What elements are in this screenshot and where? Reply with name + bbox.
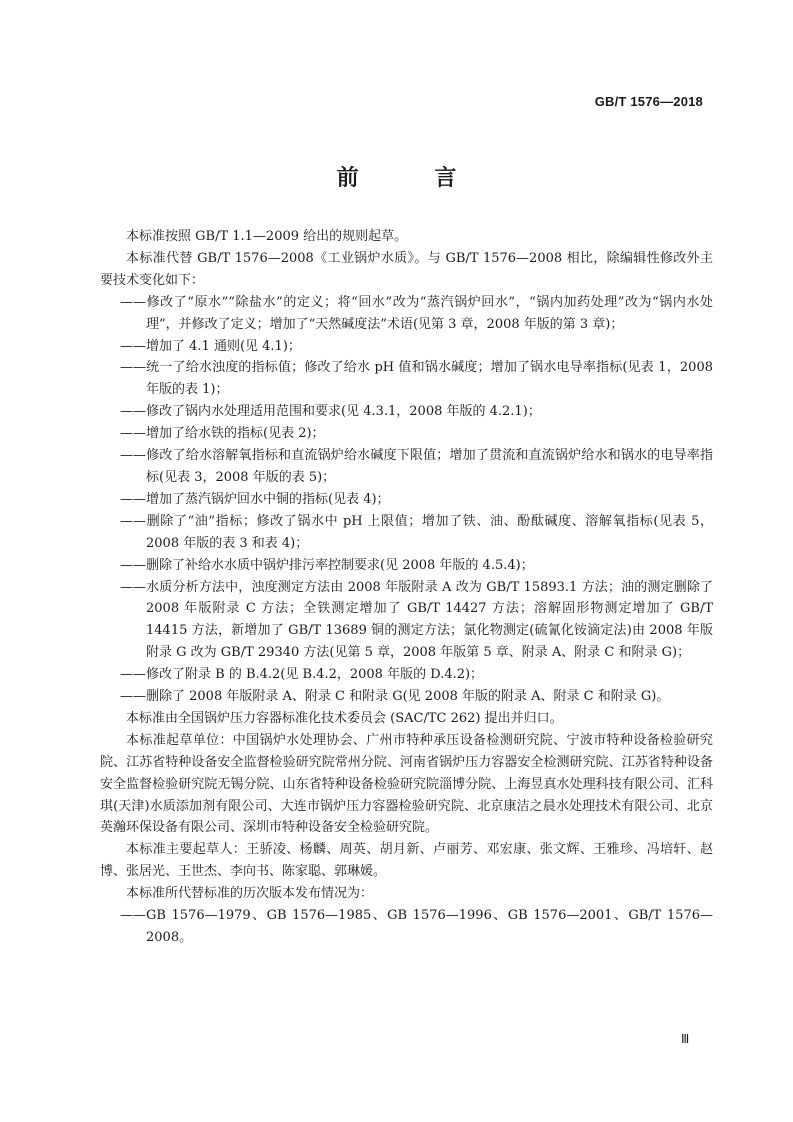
change-item: ——统一了给水浊度的指标值；修改了给水 pH 值和锅水碱度；增加了锅水电导率指标(见表 1，2008 年版的表 1)； — [120, 360, 713, 398]
change-item: ——修改了锅内水处理适用范围和要求(见 4.3.1，2008 年版的 4.2.1)； — [120, 404, 541, 420]
standard-code: GB/T 1576—2018 — [594, 94, 703, 109]
change-item: ——删除了 2008 年版附录 A、附录 C 和附录 G(见 2008 年版的附录 A、附录 C 和附录 G)。 — [120, 689, 670, 705]
change-item: ——删除了补给水水质中锅炉排污率控制要求(见 2008 年版的 4.5.4)； — [120, 557, 534, 573]
paragraph-drafting-units: 本标准起草单位：中国锅炉水处理协会、广州市特种承压设备检测研究院、宁波市特种设备检验研究院、江苏省特种设备安全监督检验研究院常州分院、河南省锅炉压力容器安全检测研究院、江苏省特种设备安全监督检验研究院无锡分院、山东省特种设备检验研究院淄博分院、上海昱真水处理科技有限公司、汇科琪(天津)水质添加剂有限公司、大连市锅炉压力容器检验研究院、北京康洁之晨水处理技术有限公司、北京英瀚环保设备有限公司、深圳市特种设备安全检验研究院。 — [100, 732, 713, 836]
foreword-body — [100, 226, 713, 949]
change-item: ——修改了附录 B 的 B.4.2(见 B.4.2，2008 年版的 D.4.2)； — [120, 667, 484, 683]
change-item: ——修改了给水溶解氧指标和直流锅炉给水碱度下限值；增加了贯流和直流锅炉给水和锅水的电导率指标(见表 3，2008 年版的表 5)； — [120, 448, 713, 485]
paragraph-proposer: 本标准由全国锅炉压力容器标准化技术委员会 (SAC/TC 262) 提出并归口。 — [126, 710, 563, 726]
paragraph-history-intro: 本标准所代替标准的历次版本发布情况为： — [126, 886, 374, 902]
change-item: ——增加了蒸汽锅炉回水中铜的指标(见表 4)； — [120, 491, 390, 507]
paragraph-drafting-rules: 本标准按照 GB/T 1.1—2009 给出的规则起草。 — [126, 229, 408, 244]
change-item: ——增加了 4.1 通则(见 4.1)； — [120, 338, 301, 354]
history-item: ——GB 1576—1979、GB 1576—1985、GB 1576—1996、GB 1576—2001、GB/T 1576—2008。 — [120, 908, 713, 945]
paragraph-drafters: 本标准主要起草人：王骄凌、杨麟、周英、胡月新、卢丽芳、邓宏康、张文辉、王雅珍、冯培轩、赵博、张居光、王世杰、李向书、陈家聪、郭琳媛。 — [100, 842, 713, 880]
page-title: 前 言 — [336, 165, 491, 191]
paragraph-replacement: 本标准代替 GB/T 1576—2008《工业锅炉水质》。与 GB/T 1576—2008 相比，除编辑性修改外主要技术变化如下： — [100, 250, 713, 288]
change-item: ——水质分析方法中，浊度测定方法由 2008 年版附录 A 改为 GB/T 15893.1 方法；油的测定删除了 2008 年版附录 C 方法；全铁测定增加了 GB/T 14427 方法；溶解固形物测定增加了 GB/T 14415 方法，新增加了 GB/T 13689 铜的测定方法；氯化物测定(硫氰化铵滴定法)由 2008 年版附录 G 改为 GB/T 29340 方法(见第 5 章，2008 年版第 5 章、附录 A、附录 C 和附录 G)； — [120, 579, 713, 661]
page-number: Ⅲ — [681, 1032, 690, 1046]
change-item: ——删除了“油”指标；修改了锅水中 pH 上限值；增加了铁、油、酚酞碱度、溶解氧指标(见表 5，2008 年版的表 3 和表 4)； — [120, 513, 713, 551]
change-item: ——增加了给水铁的指标(见表 2)； — [120, 426, 325, 442]
change-item: ——修改了“原水”“除盐水”的定义；将“回水”改为“蒸汽锅炉回水”，“锅内加药处理”改为“锅内水处理”，并修改了定义；增加了“天然碱度法”术语(见第 3 章，2008 年版的第 3 章)； — [120, 294, 713, 332]
